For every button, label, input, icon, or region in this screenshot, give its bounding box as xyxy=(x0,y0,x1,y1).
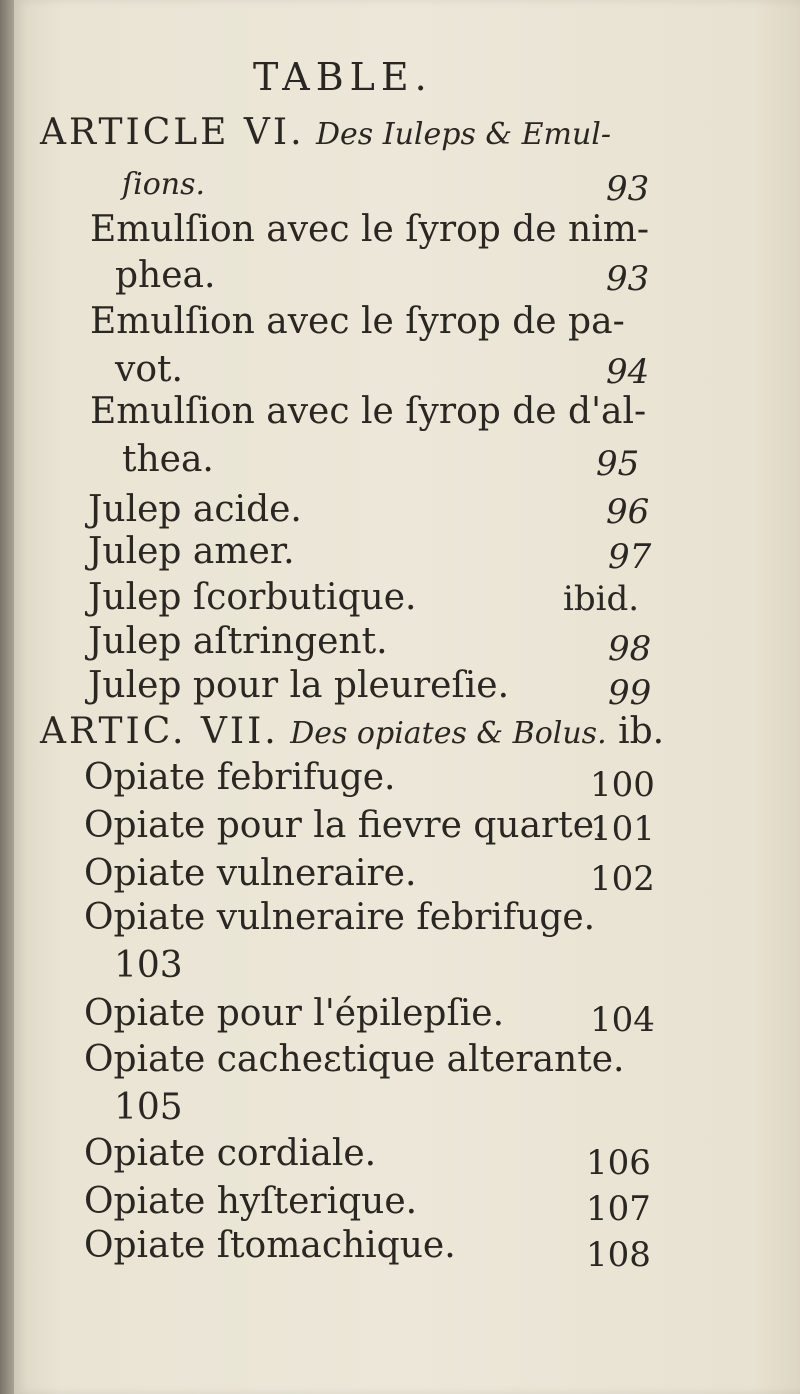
article-7-heading xyxy=(40,711,665,752)
list-item: Opiate vulneraire. xyxy=(84,853,417,894)
list-item-cont: thea. xyxy=(122,439,214,480)
list-item-page: 104 xyxy=(590,1000,655,1040)
list-item-page: 98 xyxy=(608,629,652,669)
list-item-page: ibid. xyxy=(563,579,640,619)
list-item: Julep ſcorbutique. xyxy=(88,577,417,618)
list-item-page: 101 xyxy=(590,809,655,849)
list-item: Emulſion avec le ſyrop de nim- xyxy=(90,209,650,250)
list-item-page: 99 xyxy=(608,673,652,713)
article-6-label: ARTICLE VI. xyxy=(40,112,305,153)
list-item-page: 94 xyxy=(606,352,650,392)
list-item-page: 100 xyxy=(590,765,655,805)
article-7-title: Des opiates & Bolus. xyxy=(290,716,607,751)
list-item-cont: phea. xyxy=(115,255,216,296)
list-item-page: 97 xyxy=(608,537,652,577)
list-item: Opiate ſtomachique. xyxy=(84,1225,456,1266)
list-item-page: 105 xyxy=(114,1087,183,1128)
list-item: Opiate febrifuge. xyxy=(84,757,396,798)
article-6-page: 93 xyxy=(606,169,650,209)
list-item-cont: vot. xyxy=(115,349,183,390)
list-item-page: 103 xyxy=(114,945,183,986)
list-item: Julep pour la pleureſie. xyxy=(88,665,510,706)
article-6-heading-cont xyxy=(122,165,205,201)
list-item: Opiate cordiale. xyxy=(84,1133,377,1174)
article-6-heading xyxy=(40,112,612,153)
list-item-page: 95 xyxy=(596,444,640,484)
list-item: Julep acide. xyxy=(88,489,302,530)
article-6-title: Des Iuleps & Emul- xyxy=(316,117,612,152)
list-item: Opiate vulneraire febrifuge. xyxy=(84,897,596,938)
list-item-page: 96 xyxy=(606,492,650,532)
article-6-title-cont: ſions. xyxy=(122,167,206,202)
article-7-label: ARTIC. VII. xyxy=(40,711,279,752)
list-item: Opiate pour la fievre quarte. xyxy=(84,805,606,846)
page-title: TABLE. xyxy=(253,55,433,99)
article-7-page: ib. xyxy=(618,711,665,752)
list-item-page: 93 xyxy=(606,259,650,299)
list-item: Julep aſtringent. xyxy=(88,621,388,662)
list-item: Opiate pour l'épilepſie. xyxy=(84,993,505,1034)
list-item: Emulſion avec le ſyrop de pa- xyxy=(90,301,625,342)
list-item-page: 102 xyxy=(590,859,655,899)
list-item: Emulſion avec le ſyrop de d'al- xyxy=(90,391,647,432)
list-item-page: 107 xyxy=(586,1189,651,1229)
list-item: Opiate cacheɛtique alterante. xyxy=(84,1039,625,1080)
list-item: Julep amer. xyxy=(88,531,295,572)
list-item-page: 108 xyxy=(586,1235,651,1275)
list-item-page: 106 xyxy=(586,1143,651,1183)
list-item: Opiate hyſterique. xyxy=(84,1181,418,1222)
